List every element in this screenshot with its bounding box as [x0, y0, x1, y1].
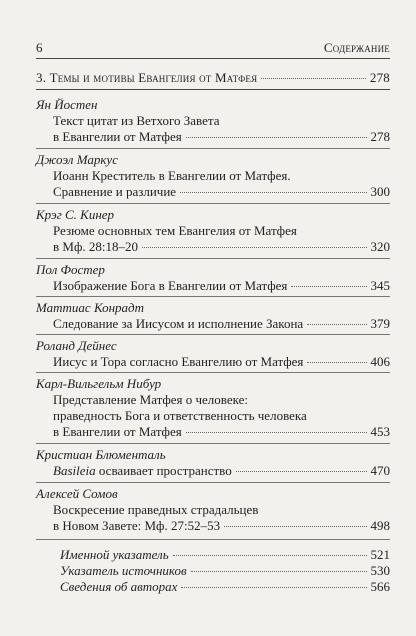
- entry-title-italic: Basileia: [53, 463, 96, 478]
- index-page: 521: [370, 547, 390, 562]
- entry-page: 300: [370, 184, 390, 199]
- index-page: 530: [370, 563, 390, 578]
- entry-author: Роланд Дейнес: [36, 338, 117, 353]
- entry-page: 320: [370, 239, 390, 254]
- entry-separator: [36, 148, 390, 149]
- entry-author: Карл-Вильгельм Нибур: [36, 376, 162, 391]
- running-header: [36, 40, 390, 56]
- entry-title-line: Представление Матфея о человеке:: [53, 392, 248, 407]
- section-rule: [36, 89, 390, 90]
- entry-title-line: Иисус и Тора согласно Евангелию от Матфея: [53, 354, 304, 369]
- entry-author: Алексей Сомов: [36, 486, 118, 501]
- entry-separator: [36, 334, 390, 335]
- entry-title-line: Воскресение праведных страдальцев: [53, 502, 259, 517]
- entry-title-line: Текст цитат из Ветхого Завета: [53, 113, 220, 128]
- entry-title-line: Резюме основных тем Евангелия от Матфея: [53, 223, 297, 238]
- index-row: [60, 563, 390, 579]
- entry-last-line: [53, 518, 390, 534]
- index-title: Сведения об авторах: [60, 579, 178, 594]
- entry-title-line: [53, 463, 232, 479]
- entry-last-line: [53, 239, 390, 255]
- dot-leader: [291, 286, 366, 287]
- entry-title-line: в Евангелии от Матфея: [53, 129, 182, 144]
- dot-leader: [173, 555, 367, 556]
- entry-page: 470: [370, 463, 390, 478]
- entry-last-line: [53, 354, 390, 370]
- page-number: 6: [36, 40, 43, 55]
- entry-separator: [36, 372, 390, 373]
- dot-leader: [180, 192, 366, 193]
- dot-leader: [186, 137, 367, 138]
- entry-title-line: в Евангелии от Матфея: [53, 424, 182, 439]
- entry-title-rest: осваивает пространство: [95, 463, 232, 478]
- entry-last-line: [53, 278, 390, 294]
- entry-page: 406: [370, 354, 390, 369]
- dot-leader: [191, 571, 367, 572]
- section-page: 278: [369, 70, 390, 85]
- entry-separator: [36, 296, 390, 297]
- entry-last-line: [53, 184, 390, 200]
- entry-last-line: [53, 463, 390, 479]
- entry-title-line: Изображение Бога в Евангелии от Матфея: [53, 278, 288, 293]
- index-page: 566: [370, 579, 390, 594]
- entry-page: 453: [370, 424, 390, 439]
- entry-title-line: Иоанн Креститель в Евангелии от Матфея.: [53, 168, 291, 183]
- entry-title-line: в Мф. 28:18–20: [53, 239, 138, 254]
- entry-author: Пол Фостер: [36, 262, 105, 277]
- entry-page: 345: [370, 278, 390, 293]
- entry-last-line: [53, 424, 390, 440]
- entry-title-line: в Новом Завете: Мф. 27:52–53: [53, 518, 221, 533]
- dot-leader: [142, 247, 367, 248]
- entry-page: 379: [370, 316, 390, 331]
- entry-separator: [36, 258, 390, 259]
- entry-separator: [36, 443, 390, 444]
- entry-page: 278: [370, 129, 390, 144]
- index-row: [60, 579, 390, 595]
- entry-separator: [36, 203, 390, 204]
- entry-separator: [36, 539, 390, 540]
- entry-title-line: праведность Бога и ответственность человека: [53, 408, 307, 423]
- section-heading: [36, 70, 390, 86]
- entry-page: 498: [370, 518, 390, 533]
- entry-author: Ян Йостен: [36, 97, 98, 112]
- entry-author: Джоэл Маркус: [36, 152, 118, 167]
- entry-title-line: Сравнение и различие: [53, 184, 177, 199]
- entry-last-line: [53, 129, 390, 145]
- dot-leader: [307, 362, 366, 363]
- header-rule: [36, 58, 390, 59]
- section-title: 3. Темы и мотивы Евангелия от Матфея: [36, 70, 258, 85]
- dot-leader: [261, 78, 366, 79]
- entry-separator: [36, 482, 390, 483]
- entry-author: Крэг С. Кинер: [36, 207, 115, 222]
- dot-leader: [236, 471, 367, 472]
- index-row: [60, 547, 390, 563]
- dot-leader: [186, 432, 367, 433]
- index-title: Именной указатель: [60, 547, 169, 562]
- dot-leader: [224, 526, 366, 527]
- entry-author: Маттиас Конрадт: [36, 300, 144, 315]
- running-title: Содержание: [323, 40, 390, 55]
- index-title: Указатель источников: [60, 563, 187, 578]
- dot-leader: [307, 324, 366, 325]
- dot-leader: [181, 587, 366, 588]
- entry-title-line: Следование за Иисусом и исполнение Закона: [53, 316, 304, 331]
- entry-last-line: [53, 316, 390, 332]
- entry-author: Кристиан Блюменталь: [36, 447, 166, 462]
